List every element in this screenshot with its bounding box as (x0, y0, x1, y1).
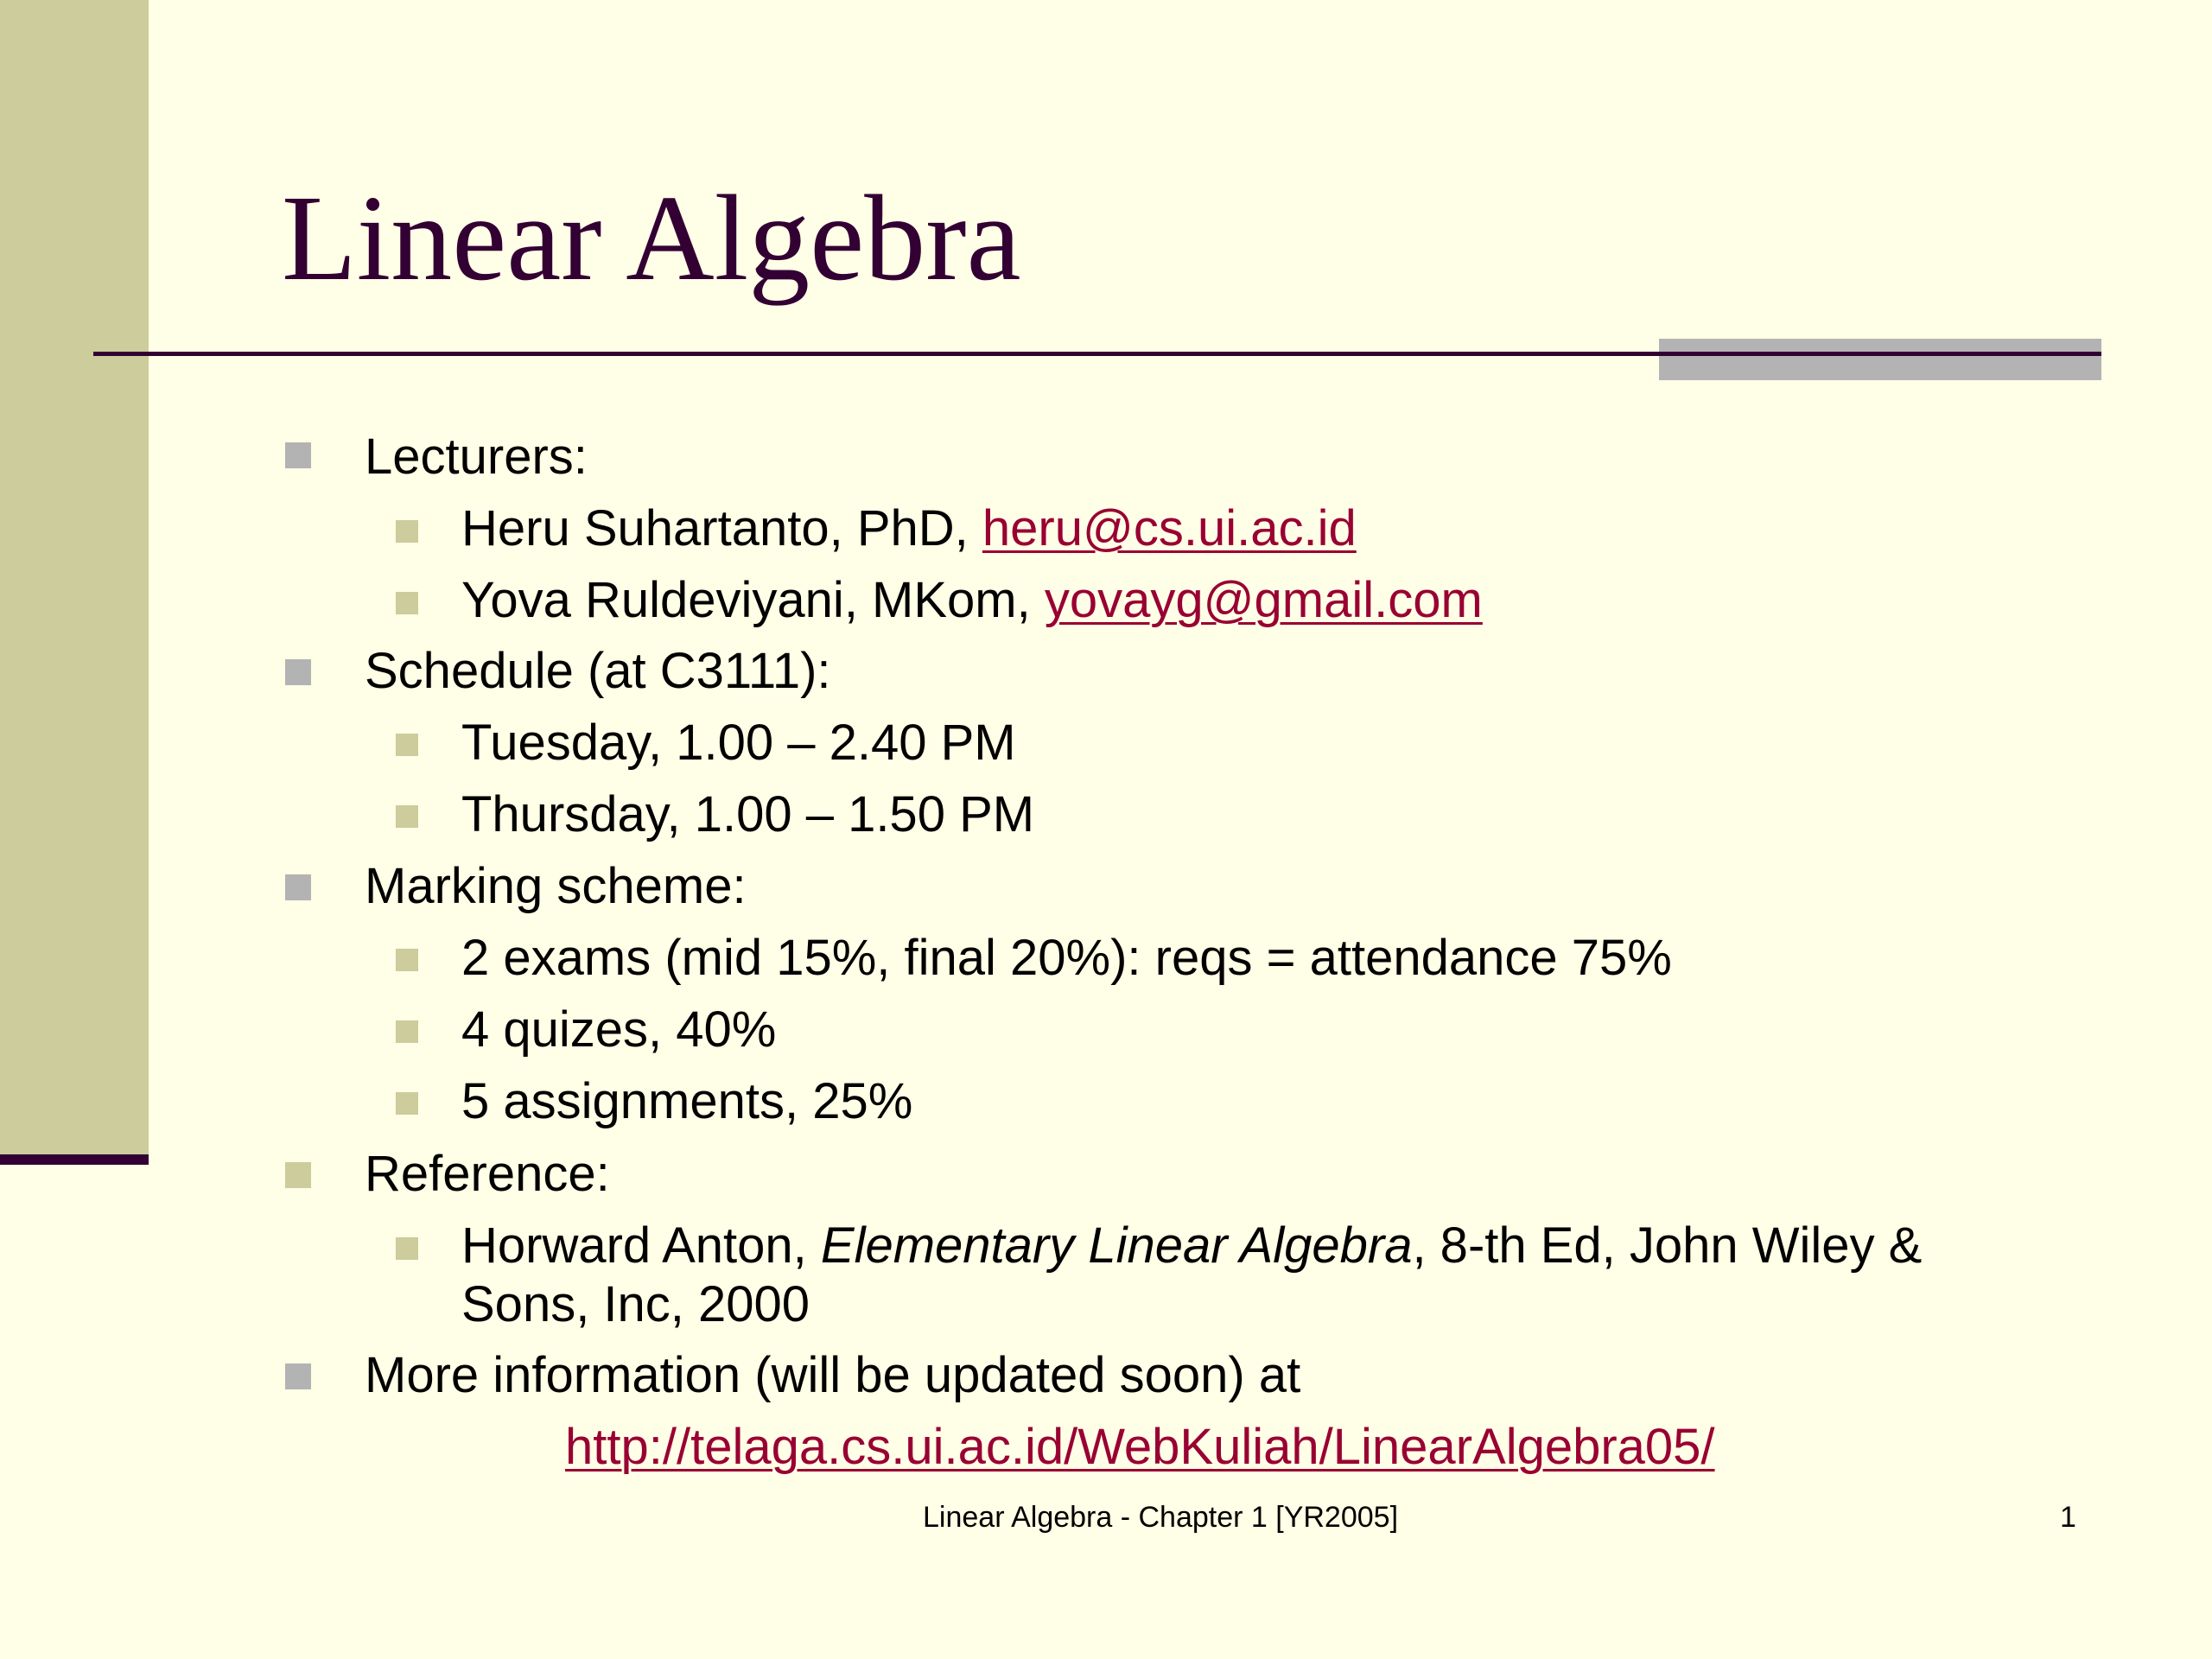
reference-publisher: , 8-th Ed, John Wiley & (1412, 1217, 1923, 1274)
reference-item-continuation: Sons, Inc, 2000 (461, 1276, 810, 1332)
bullet-square-icon (285, 874, 311, 900)
schedule-item: Thursday, 1.00 – 1.50 PM (461, 786, 1035, 842)
more-info-heading: More information (will be updated soon) at (365, 1347, 1301, 1403)
sub-bullet-square-icon (396, 805, 418, 828)
sub-bullet-square-icon (396, 1237, 418, 1260)
title-rule-accent-line (1659, 352, 2101, 356)
title-rule-accent (1659, 339, 2101, 380)
sub-bullet-square-icon (396, 1020, 418, 1043)
bullet-square-icon (285, 1162, 311, 1188)
reference-author: Horward Anton, (461, 1217, 821, 1274)
schedule-item: Tuesday, 1.00 – 2.40 PM (461, 715, 1016, 771)
sub-bullet-square-icon (396, 734, 418, 756)
marking-item: 4 quizes, 40% (461, 1001, 777, 1058)
sub-bullet-square-icon (396, 1092, 418, 1115)
bullet-square-icon (285, 1363, 311, 1389)
reference-item (461, 1217, 1922, 1275)
bullet-square-icon (285, 442, 311, 468)
lecturer-item (461, 499, 1357, 558)
page-number: 1 (2060, 1501, 2076, 1534)
lecturer-item (461, 571, 1483, 630)
more-info-url-link[interactable]: http://telaga.cs.ui.ac.id/WebKuliah/LinearAlgebra05/ (565, 1419, 1715, 1475)
bullet-square-icon (285, 659, 311, 685)
slide-footer: Linear Algebra - Chapter 1 [YR2005] (923, 1501, 1399, 1534)
slide-title: Linear Algebra (282, 169, 1021, 306)
side-bar (0, 0, 149, 1154)
reference-book-title: Elementary Linear Algebra (820, 1217, 1413, 1274)
sub-bullet-square-icon (396, 949, 418, 971)
lecturers-heading: Lecturers: (365, 429, 588, 485)
marking-item: 2 exams (mid 15%, final 20%): reqs = attendance 75% (461, 930, 1672, 986)
marking-heading: Marking scheme: (365, 858, 747, 914)
sub-bullet-square-icon (396, 592, 418, 614)
more-info-url-row (565, 1418, 1715, 1477)
lecturer-email-link[interactable]: heru@cs.ui.ac.id (982, 500, 1357, 556)
marking-item: 5 assignments, 25% (461, 1073, 913, 1129)
lecturer-email-link[interactable]: yovayg@gmail.com (1044, 572, 1483, 628)
reference-heading: Reference: (365, 1146, 610, 1202)
lecturer-name: Yova Ruldeviyani, MKom, (461, 572, 1045, 628)
schedule-heading: Schedule (at C3111): (365, 643, 831, 699)
sub-bullet-square-icon (396, 520, 418, 543)
side-bar-divider (0, 1154, 149, 1165)
lecturer-name: Heru Suhartanto, PhD, (461, 500, 982, 556)
